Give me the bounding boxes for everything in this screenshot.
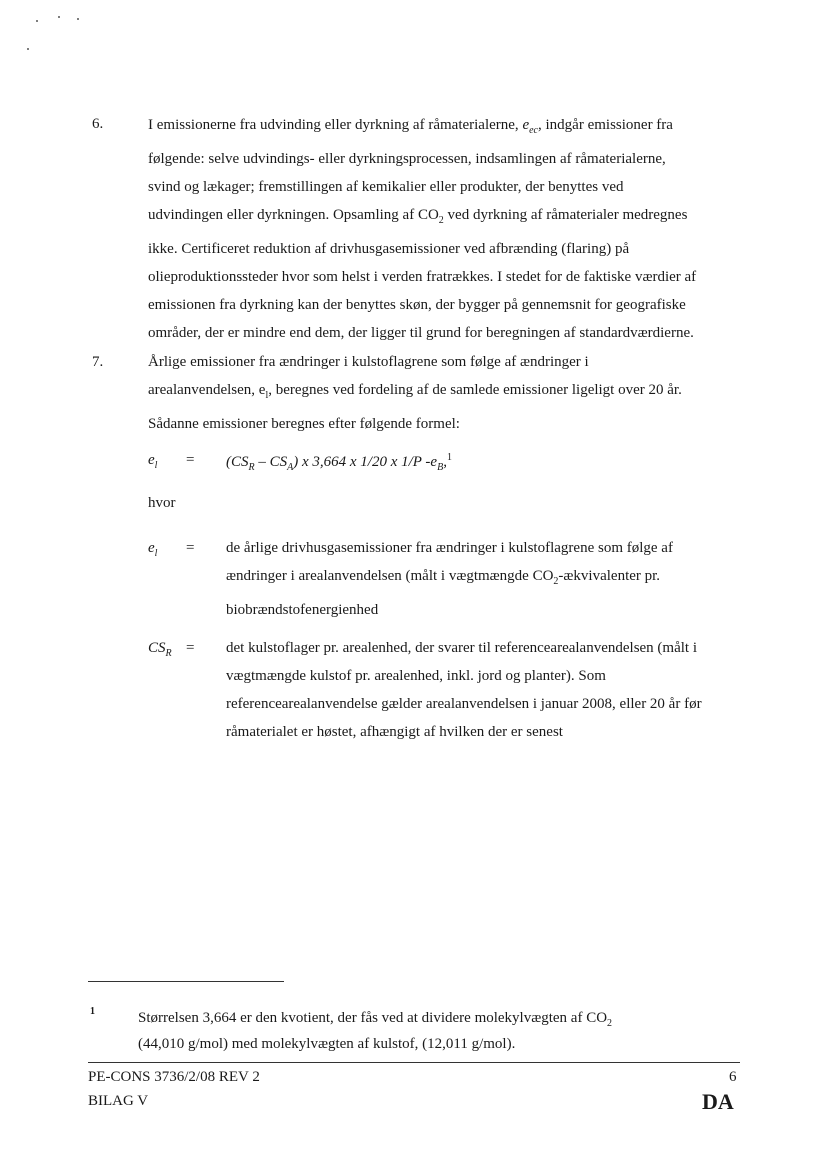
footer-separator: [88, 1062, 740, 1063]
def-el-symbol: $e_l$: [148, 540, 158, 559]
def-el-equals: =: [186, 540, 195, 556]
section-6-number: 6.: [92, 116, 104, 132]
section-6-line-5: ikke. Certificeret reduktion af drivhusgasemissioner ved afbrænding (flaring) på: [148, 241, 630, 257]
def-el-line-2: ændringer i arealanvendelsen (målt i vægtmængde $CO_2$-ækvivalenter pr.: [226, 568, 661, 587]
footnote-ref: 1: [446, 452, 452, 463]
def-csr-line-4: råmaterialet er høstet, afhængigt af hvilken der er senest: [226, 724, 563, 740]
section-6-line-3: svind og lækager; fremstillingen af kemikalier eller produkter, der benyttes ved: [148, 179, 624, 195]
def-csr-equals: =: [186, 640, 195, 656]
def-csr-line-2: vægtmængde kulstof pr. arealenhed, inkl. jord og planter). Som: [226, 668, 606, 684]
formula-equals: =: [186, 452, 195, 468]
section-6-line-4: udvindingen eller dyrkningen. Opsamling af $CO_2$ ved dyrkning af råmaterialer medregnes: [148, 207, 688, 226]
language-code: DA: [702, 1089, 734, 1114]
footer-doc-ref: PE-CONS 3736/2/08 REV 2: [88, 1069, 260, 1085]
footer-annex: BILAG V: [88, 1093, 149, 1109]
section-7-line-3: Sådanne emissioner beregnes efter følgende formel:: [148, 416, 460, 432]
def-csr-line-3: referencearealanvendelse gælder arealanvendelsen i januar 2008, eller 20 år før: [226, 696, 702, 712]
formula-rhs: $(CS_R - CS_A)$ x 3,664 x 1/20 x 1/P $-e_B,^1$: [226, 452, 452, 473]
section-6-line-1: I emissionerne fra udvinding eller dyrkning af råmaterialerne, $e_{ec}$, indgår emissioner fra: [148, 117, 673, 136]
footnote-line-1: Størrelsen 3,664 er den kvotient, der fås ved at dividere molekylvægten af $CO_2$: [138, 1010, 613, 1029]
where-label: hvor: [148, 495, 176, 511]
section-7-line-1: Årlige emissioner fra ændringer i kulstoflagrene som følge af ændringer i: [148, 354, 589, 370]
section-7-number: 7.: [92, 354, 104, 370]
section-7-line-2: arealanvendelsen, $e_l$, beregnes ved fordeling af de samlede emissioner ligeligt over 20 år.: [148, 382, 682, 401]
section-6-line-8: områder, der er mindre end dem, der ligger til grund for beregningen af standardværdierne.: [148, 325, 694, 341]
def-el-line-3: biobrændstofenergienhed: [226, 602, 379, 618]
section-6-line-6: olieproduktionssteder hvor som helst i verden fratrækkes. I stedet for de faktiske værdier af: [148, 269, 697, 285]
footnote-line-2: (44,010 g/mol) med molekylvægten af kulstof, (12,011 g/mol).: [138, 1036, 516, 1052]
section-6-text: [148, 111, 696, 347]
section-6-line-7: emissionen fra dyrkning kan der benyttes skøn, der bygger på gennemsnit for geografiske: [148, 297, 686, 313]
section-7-text: [148, 348, 682, 438]
section-6-line-2: følgende: selve udvindings- eller dyrkningsprocessen, indsamlingen af råmaterialerne,: [148, 151, 666, 167]
def-el-line-1: de årlige drivhusgasemissioner fra ændringer i kulstoflagrene som følge af: [226, 540, 673, 556]
def-csr-line-1: det kulstoflager pr. arealenhed, der svarer til referencearealanvendelsen (målt i: [226, 640, 698, 656]
def-csr-text: [226, 634, 702, 746]
footnote-mark: 1: [90, 1006, 95, 1017]
page-number: 6: [729, 1069, 737, 1085]
def-el-text: [226, 534, 673, 624]
formula-lhs: $e_l$: [148, 452, 158, 471]
def-csr-symbol: $CS_R$: [148, 640, 172, 659]
footnote-separator: [88, 981, 284, 982]
footnote-text: [138, 1008, 612, 1055]
